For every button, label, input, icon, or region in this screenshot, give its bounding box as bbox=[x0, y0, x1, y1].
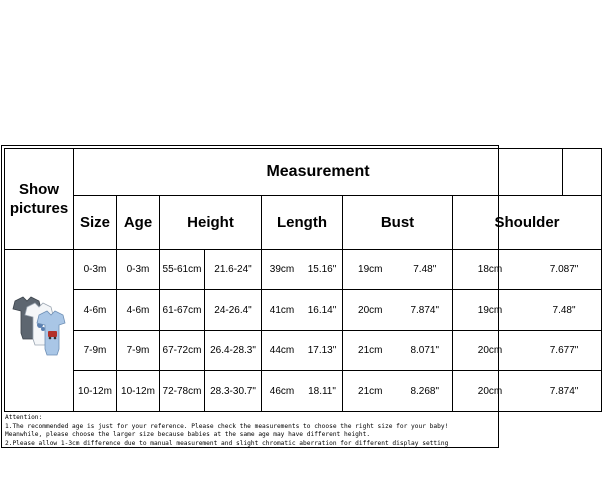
row-2-height-cm: 67-72cm bbox=[160, 330, 205, 371]
row-3-bust-cm: 21cm bbox=[358, 385, 383, 397]
row-0-shoulder-in: 7.087" bbox=[549, 263, 579, 275]
row-1-length-cm: 41cm bbox=[269, 304, 295, 316]
size-table bbox=[4, 148, 602, 412]
row-1-size: 4-6m bbox=[74, 290, 117, 331]
row-3-shoulder bbox=[453, 371, 602, 412]
row-2-height-in: 26.4-28.3" bbox=[205, 330, 262, 371]
row-2-length-in: 17.13" bbox=[307, 345, 337, 357]
row-2-age: 7-9m bbox=[117, 330, 160, 371]
row-0-shoulder bbox=[453, 249, 602, 290]
table-row bbox=[5, 290, 602, 331]
attention-line-2: Meanwhile, please choose the larger size because babies at the same age may have different height. bbox=[5, 431, 371, 438]
onesies-image bbox=[9, 293, 69, 363]
product-photo bbox=[5, 249, 74, 411]
row-3-height-cm: 72-78cm bbox=[160, 371, 205, 412]
row-2-bust bbox=[343, 330, 453, 371]
row-1-shoulder-cm: 19cm bbox=[477, 304, 503, 316]
row-3-bust bbox=[343, 371, 453, 412]
attention-line-1: 1.The recommended age is just for your reference. Please check the measurements to choose the right size for your baby! bbox=[5, 422, 449, 430]
column-height: Height bbox=[160, 196, 262, 250]
show-pictures-label: Show pictures bbox=[9, 180, 69, 217]
row-0-bust-cm: 19cm bbox=[358, 263, 383, 275]
row-1-bust bbox=[343, 290, 453, 331]
show-pictures-header bbox=[5, 149, 74, 250]
row-3-size: 10-12m bbox=[74, 371, 117, 412]
row-0-size: 0-3m bbox=[74, 249, 117, 290]
measurement-header-end bbox=[563, 149, 602, 196]
row-0-length-in: 15.16" bbox=[307, 263, 337, 275]
column-shoulder: Shoulder bbox=[453, 196, 602, 250]
row-2-length-cm: 44cm bbox=[269, 345, 295, 357]
row-2-length bbox=[262, 330, 343, 371]
row-0-length bbox=[262, 249, 343, 290]
row-3-length bbox=[262, 371, 343, 412]
row-1-height-cm: 61-67cm bbox=[160, 290, 205, 331]
column-size: Size bbox=[74, 196, 117, 250]
row-3-age: 10-12m bbox=[117, 371, 160, 412]
column-age: Age bbox=[117, 196, 160, 250]
header-row-top bbox=[5, 149, 602, 196]
row-1-bust-in: 7.874" bbox=[410, 304, 440, 316]
table-row bbox=[5, 330, 602, 371]
header-row-columns bbox=[5, 196, 602, 250]
row-0-height-in: 21.6-24" bbox=[205, 249, 262, 290]
row-0-age: 0-3m bbox=[117, 249, 160, 290]
measurement-header: Measurement bbox=[74, 149, 563, 196]
column-bust: Bust bbox=[343, 196, 453, 250]
row-2-bust-in: 8.071" bbox=[410, 345, 440, 357]
row-2-shoulder-in: 7.677" bbox=[549, 345, 579, 357]
size-chart bbox=[1, 145, 579, 448]
row-1-shoulder-in: 7.48" bbox=[552, 304, 576, 316]
row-1-bust-cm: 20cm bbox=[358, 304, 383, 316]
row-2-shoulder-cm: 20cm bbox=[477, 345, 503, 357]
row-3-length-in: 18.11" bbox=[308, 385, 336, 397]
row-3-height-in: 28.3-30.7" bbox=[205, 371, 262, 412]
row-1-shoulder bbox=[453, 290, 602, 331]
column-length: Length bbox=[262, 196, 343, 250]
row-2-bust-cm: 21cm bbox=[358, 345, 383, 357]
row-1-height-in: 24-26.4" bbox=[205, 290, 262, 331]
table-row bbox=[5, 249, 602, 290]
attention-notes bbox=[5, 414, 495, 448]
row-1-length-in: 16.14" bbox=[307, 304, 337, 316]
row-0-bust bbox=[343, 249, 453, 290]
row-1-length bbox=[262, 290, 343, 331]
row-0-bust-in: 7.48" bbox=[413, 263, 437, 275]
row-2-size: 7-9m bbox=[74, 330, 117, 371]
attention-line-3: 2.Please allow 1-3cm difference due to manual measurement and slight chromatic aberration for different display setting bbox=[5, 439, 449, 447]
row-0-length-cm: 39cm bbox=[269, 263, 295, 275]
row-0-height-cm: 55-61cm bbox=[160, 249, 205, 290]
row-3-shoulder-in: 7.874" bbox=[549, 385, 579, 397]
row-3-bust-in: 8.268" bbox=[410, 385, 440, 397]
row-3-shoulder-cm: 20cm bbox=[477, 385, 503, 397]
row-2-shoulder bbox=[453, 330, 602, 371]
row-1-age: 4-6m bbox=[117, 290, 160, 331]
row-0-shoulder-cm: 18cm bbox=[477, 263, 503, 275]
row-3-length-cm: 46cm bbox=[269, 385, 295, 397]
table-row bbox=[5, 371, 602, 412]
attention-title: Attention: bbox=[5, 414, 43, 421]
